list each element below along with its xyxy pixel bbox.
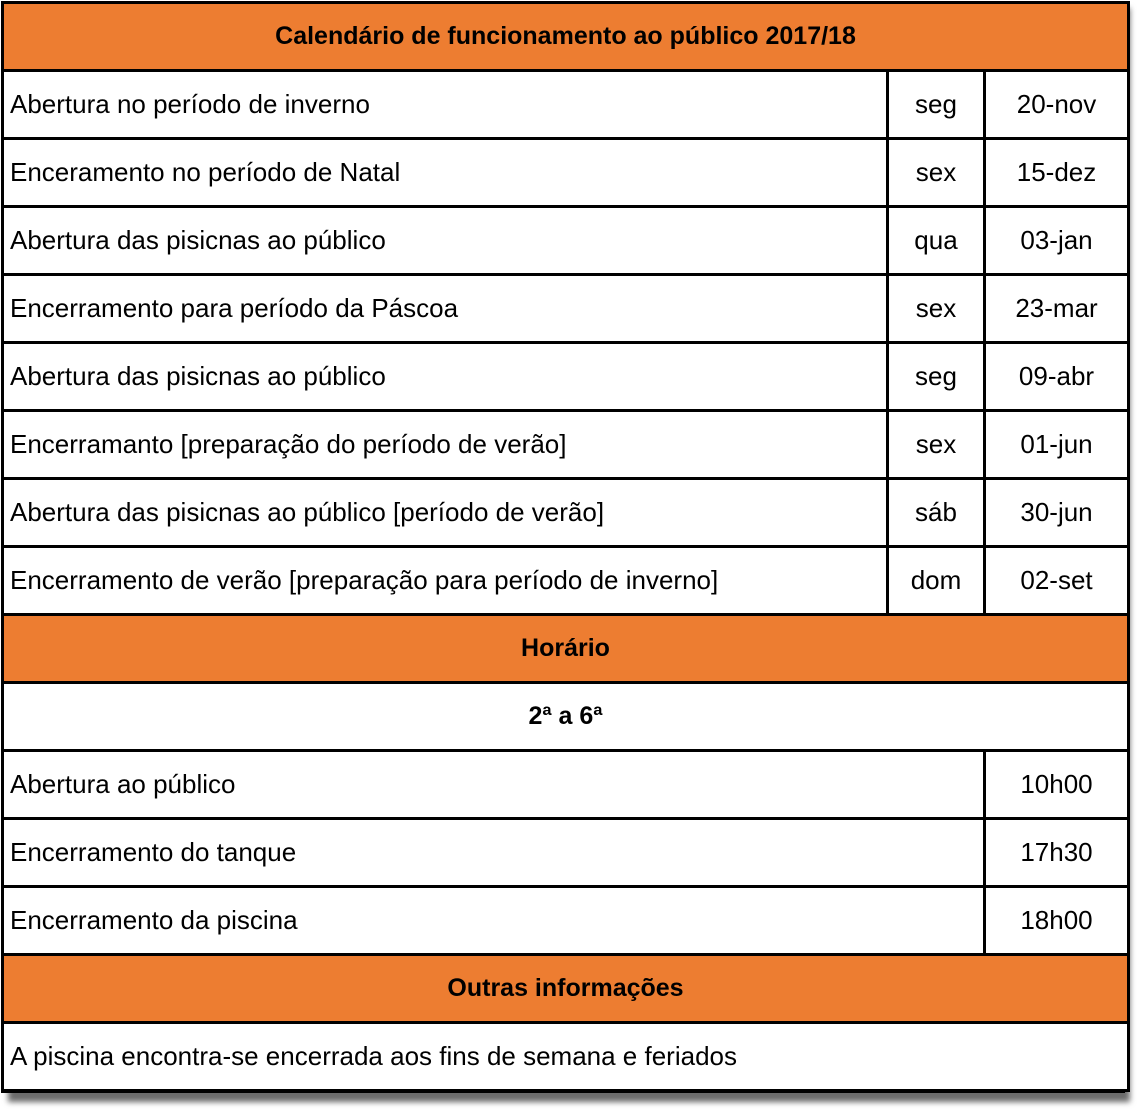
schedule-row xyxy=(3,819,1129,887)
schedule-heading: Horário xyxy=(3,615,1129,683)
event-label: Encerramanto [preparação do período de verão] xyxy=(3,411,888,479)
calendar-row xyxy=(3,411,1129,479)
date: 09-abr xyxy=(985,343,1129,411)
weekday: seg xyxy=(888,343,985,411)
date: 02-set xyxy=(985,547,1129,615)
event-label: Encerramento de verão [preparação para período de inverno] xyxy=(3,547,888,615)
schedule-days: 2ª a 6ª xyxy=(3,683,1129,751)
event-label: Encerramento para período da Páscoa xyxy=(3,275,888,343)
date: 01-jun xyxy=(985,411,1129,479)
weekday: sáb xyxy=(888,479,985,547)
weekday: seg xyxy=(888,71,985,139)
calendar-table xyxy=(1,1,1130,1092)
schedule-time: 17h30 xyxy=(985,819,1129,887)
calendar-row xyxy=(3,139,1129,207)
other-text-row xyxy=(3,1023,1129,1091)
date: 30-jun xyxy=(985,479,1129,547)
schedule-time: 18h00 xyxy=(985,887,1129,955)
schedule-time: 10h00 xyxy=(985,751,1129,819)
weekday: sex xyxy=(888,411,985,479)
date: 20-nov xyxy=(985,71,1129,139)
schedule-heading-row xyxy=(3,615,1129,683)
weekday: sex xyxy=(888,139,985,207)
schedule-days-row xyxy=(3,683,1129,751)
schedule-label: Encerramento da piscina xyxy=(3,887,985,955)
other-text: A piscina encontra-se encerrada aos fins de semana e feriados xyxy=(3,1023,1129,1091)
calendar-row xyxy=(3,479,1129,547)
weekday: dom xyxy=(888,547,985,615)
event-label: Abertura das pisicnas ao público [período de verão] xyxy=(3,479,888,547)
date: 23-mar xyxy=(985,275,1129,343)
calendar-row xyxy=(3,207,1129,275)
schedule-row xyxy=(3,751,1129,819)
other-heading: Outras informações xyxy=(3,955,1129,1023)
weekday: qua xyxy=(888,207,985,275)
date: 15-dez xyxy=(985,139,1129,207)
schedule-row xyxy=(3,887,1129,955)
title-row xyxy=(3,3,1129,71)
event-label: Abertura das pisicnas ao público xyxy=(3,343,888,411)
event-label: Abertura das pisicnas ao público xyxy=(3,207,888,275)
calendar-row xyxy=(3,547,1129,615)
calendar-row xyxy=(3,343,1129,411)
other-heading-row xyxy=(3,955,1129,1023)
date: 03-jan xyxy=(985,207,1129,275)
calendar-row xyxy=(3,71,1129,139)
weekday: sex xyxy=(888,275,985,343)
event-label: Enceramento no período de Natal xyxy=(3,139,888,207)
table-title: Calendário de funcionamento ao público 2017/18 xyxy=(3,3,1129,71)
schedule-label: Encerramento do tanque xyxy=(3,819,985,887)
schedule-label: Abertura ao público xyxy=(3,751,985,819)
calendar-row xyxy=(3,275,1129,343)
table-container xyxy=(1,1,1125,1093)
event-label: Abertura no período de inverno xyxy=(3,71,888,139)
